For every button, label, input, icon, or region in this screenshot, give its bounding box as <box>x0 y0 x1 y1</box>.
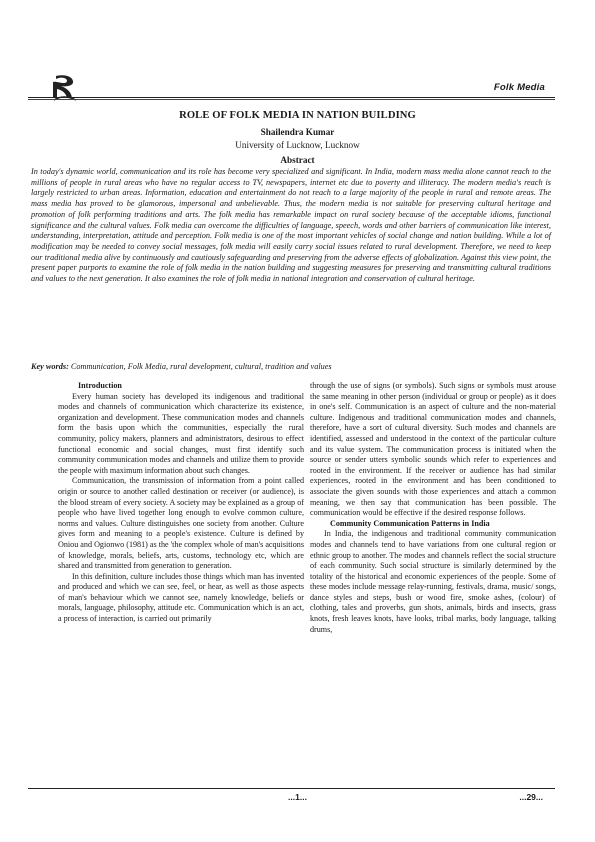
header-rule <box>28 97 555 98</box>
section-heading-introduction: Introduction <box>78 381 122 390</box>
page-number-center: ...1... <box>288 792 307 802</box>
right-column <box>310 381 556 635</box>
body-paragraph: Every human society has developed its indigenous and traditional modes and channels of communication which characterize its existence, organization and development. These communication modes and channels form the basis upon which the communities, especially the rural community, policy makers, planners and administrators, desirous to effect functional economic and social changes, must first identify such community communication modes and channels and utilize them to provide the people with maximum information about such changes. <box>58 391 304 475</box>
keywords-label: Key words: <box>31 362 69 371</box>
page-number-right: ...29... <box>519 792 543 802</box>
abstract-text: In today's dynamic world, communication and its role has become very specialized and significant. In India, modern mass media alone cannot reach to the millions of people in rural areas who have no regular access to TV, newspapers, internet etc due to poverty and illiteracy. The modern media's reach is largely restricted to urban areas. Information, education and entertainment do not reach to a large majority of the people in rural and remote areas. The mass media has proved to be glamorous, impersonal and unbelievable. Thus, the modern media is not suitable for preserving cultural heritage and promotion of folk performing traditions and arts. The folk media has remarkable impact on rural society because of the acceptable idioms, functional significance and the cultural values. Folk media can overcome the difficulties of language, speech, words and other barriers of communication like interest, understanding, interpretation, attitude and perception. Folk media is one of the most important vehicles of social change and nation building. While a lot of modification may be needed to convey social messages, folk media will easily carry social issues related to rural development. Therefore, we need to keep our traditional media alive by continuously and cautiously safeguarding and preserving from the adverse effects of globalization. Against this view point, the present paper purports to examine the role of folk media in the nation building and suggesting measures for preserving and transmitting cultural traditions and values to the next generation. It also examines the role of folk media in national integration and conservation of cultural heritage. <box>31 167 551 284</box>
body-paragraph: In this definition, culture includes those things which man has invented and produced and which we can see, feel, or hear, as well as those aspects of man's behaviour which we cannot see, namely knowledge, beliefs or morals, language, philosophy, attitude etc. Communication which is an act, a process of interaction, is carried out primarily <box>58 571 304 624</box>
keywords <box>31 362 551 373</box>
header-rule-thin <box>28 99 555 100</box>
body-paragraph: through the use of signs (or symbols). Such signs or symbols must arouse the same meaning in other person (individual or group or people) as it does in one's self. Communication is an aspect of culture and the non-material culture. Indigenous and traditional communication modes and channels, therefore, have a sort of cultural diversity. Such modes and channels are identified, assessed and understood in the context of the particular culture and its value system. The communication process is initiated when the source or sender utters symbolic sounds which refer to experiences and rooted in the environment. If the receiver or audience has had similar experiences, rooted in the environment and has been conditioned to associate the given sounds with those experiences and attach a common meaning, we then say that communication has been possible. The communication would be effective if the desired response follows. <box>310 381 556 518</box>
author-name: Shailendra Kumar <box>260 127 335 137</box>
body-paragraph: In India, the indigenous and traditional community communication modes and channels tend to have variations from one cultural region or ethnic group to another. The modes and channels reflect the social structure of each community. Such social structure is similarly determined by the totality of the historical and economic experiences of the people. Some of these modes include message relay-running, festivals, drama, music/ songs, dance styles and steps, bush or wood fire, smoke ashes, (colour) of clothing, tales and proverbs, gun shots, animals, birds and insects, grass knots, fresh leaves knots, have looks, tribal marks, body language, talking drums, <box>310 529 556 634</box>
left-column <box>58 381 304 625</box>
section-heading-community-communication: Community Communication Patterns in India <box>330 518 490 528</box>
body-paragraph: Communication, the transmission of information from a point called origin or source to another called destination or receiver (or audience), is the blood stream of every society. A society may be explained as a group of people who have lived together long enough to evolve common culture, norms and values. Culture distinguishes one society from another. Culture gives form and meaning to a people's existence. Culture is defined by Oniou and Ogionwo (1981) as the 'the complex whole of man's acquisitions of knowledge, morals, beliefs, arts, customs, technology etc, which are shared and transmitted from generation to generation. <box>58 476 304 571</box>
footer-rule <box>28 788 555 789</box>
author-affiliation: University of Lucknow, Lucknow <box>235 140 360 150</box>
running-head: Folk Media <box>493 82 545 93</box>
abstract-heading: Abstract <box>280 155 315 165</box>
keywords-text: Communication, Folk Media, rural development, cultural, tradition and values <box>70 362 332 371</box>
paper-title: ROLE OF FOLK MEDIA IN NATION BUILDING <box>179 110 416 121</box>
